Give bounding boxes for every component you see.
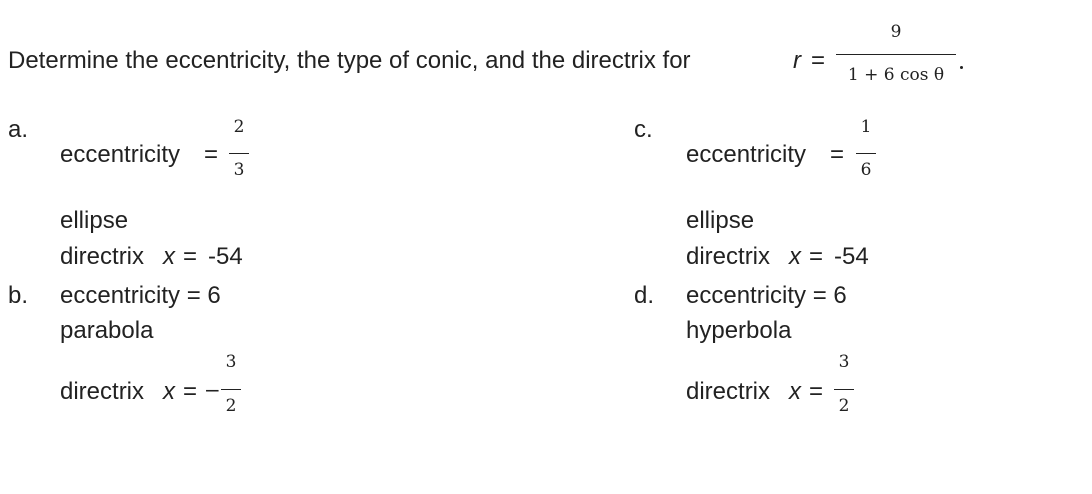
option-d-eccentricity: eccentricity = 6 — [686, 282, 847, 309]
option-a-eccentricity-fraction — [229, 116, 249, 186]
option-d-directrix-fraction — [834, 352, 854, 422]
fraction-numerator: 2 — [233, 117, 245, 137]
option-c-letter: c. — [634, 116, 653, 143]
question-formula-fraction — [836, 20, 956, 90]
option-c-conic: ellipse — [686, 207, 755, 234]
fraction-denominator: 3 — [233, 160, 245, 180]
option-c-directrix-label: directrix — [686, 243, 771, 270]
option-c-directrix-value: -54 — [834, 243, 869, 270]
question-equals: = — [811, 47, 826, 74]
option-c-eccentricity-fraction — [856, 116, 876, 186]
option-a-directrix-label: directrix — [60, 243, 145, 270]
option-b-conic: parabola — [60, 317, 154, 344]
option-b-eccentricity: eccentricity = 6 — [60, 282, 221, 309]
fraction-bar — [834, 389, 854, 390]
option-d-directrix-equals: = — [809, 378, 824, 405]
option-a-directrix-var: x — [163, 243, 175, 270]
option-d-directrix-label: directrix — [686, 378, 771, 405]
fraction-denominator: 2 — [225, 396, 237, 416]
option-d-conic: hyperbola — [686, 317, 792, 344]
period-dot — [960, 66, 963, 69]
fraction-bar — [221, 389, 241, 390]
option-a-eccentricity-equals: = — [204, 141, 219, 168]
option-c-eccentricity-label: eccentricity — [686, 141, 807, 168]
fraction-bar — [229, 153, 249, 154]
option-b-directrix-fraction — [221, 352, 241, 422]
option-c-directrix-var: x — [789, 243, 801, 270]
option-b-directrix-var: x — [163, 378, 175, 405]
fraction-denominator: 6 — [860, 160, 872, 180]
option-b-directrix-equals: = — [183, 378, 198, 405]
option-a-eccentricity-label: eccentricity — [60, 141, 181, 168]
option-d-directrix-var: x — [789, 378, 801, 405]
fraction-numerator: 3 — [225, 352, 237, 372]
fraction-numerator: 1 — [860, 117, 872, 137]
question-var-r: r — [793, 47, 801, 74]
formula-numerator: 9 — [890, 22, 902, 42]
option-b-directrix-label: directrix — [60, 378, 145, 405]
option-b-letter: b. — [8, 282, 29, 309]
option-b-directrix-sign: − — [204, 378, 221, 402]
fraction-bar — [836, 54, 956, 55]
fraction-bar — [856, 153, 876, 154]
option-d-letter: d. — [634, 282, 655, 309]
question-text: Determine the eccentricity, the type of conic, and the directrix for — [8, 47, 691, 74]
option-c-eccentricity-equals: = — [830, 141, 845, 168]
fraction-denominator: 2 — [838, 396, 850, 416]
fraction-numerator: 3 — [838, 352, 850, 372]
option-a-letter: a. — [8, 116, 29, 143]
option-a-directrix-equals: = — [183, 243, 198, 270]
option-a-directrix-value: -54 — [208, 243, 243, 270]
option-c-directrix-equals: = — [809, 243, 824, 270]
option-a-conic: ellipse — [60, 207, 129, 234]
formula-denominator: 1 + 6 cos θ — [847, 65, 945, 85]
